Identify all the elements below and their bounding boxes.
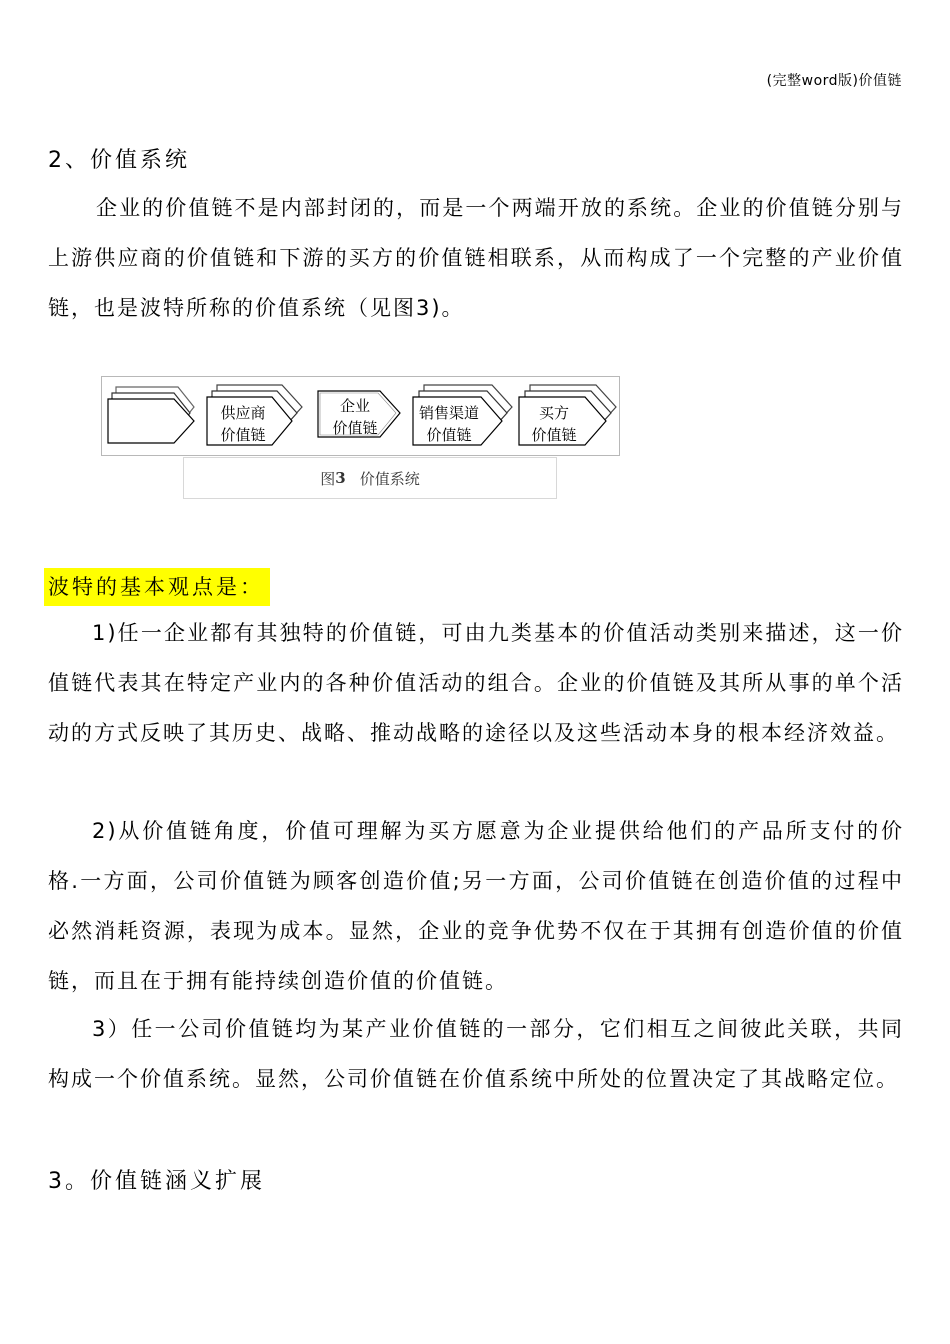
chevron-label-line1: 销售渠道 bbox=[418, 404, 480, 422]
figure-caption bbox=[183, 457, 557, 499]
chevron-label-line2: 价值链 bbox=[531, 426, 577, 444]
value-chain-diagram bbox=[102, 377, 621, 457]
chevron-label-line1: 供应商 bbox=[220, 404, 266, 422]
section2-heading: 2、价值系统 bbox=[48, 148, 190, 173]
porter-point-1: 1)任一企业都有其独特的价值链，可由九类基本的价值活动类别来描述，这一价值链代表其在特定产业内的各种价值活动的组合。企业的价值链及其所从事的单个活动的方式反映了其历史、战略、推动战略的途径以及这些活动本身的根本经济效益。 bbox=[48, 621, 904, 745]
value-system-figure bbox=[101, 376, 620, 456]
porter-highlight-heading: 波特的基本观点是： bbox=[44, 568, 270, 606]
caption-text: 价值系统 bbox=[359, 469, 420, 488]
chevron-label-line1: 买方 bbox=[538, 404, 570, 422]
chevron-label-line2: 价值链 bbox=[426, 426, 472, 444]
chevron-label-line1: 企业 bbox=[339, 397, 371, 415]
chevron-label-line2: 价值链 bbox=[332, 419, 378, 437]
caption-label: 图 bbox=[320, 469, 336, 488]
chevron-label-line2: 价值链 bbox=[220, 426, 266, 444]
caption-number: 3 bbox=[335, 469, 346, 487]
section2-paragraph: 企业的价值链不是内部封闭的，而是一个两端开放的系统。企业的价值链分别与上游供应商的价值链和下游的买方的价值链相联系，从而构成了一个完整的产业价值链，也是波特所称的价值系统（见图3)。 bbox=[48, 196, 904, 320]
header-note: (完整word版)价值链 bbox=[766, 73, 902, 89]
porter-point-3: 3）任一公司价值链均为某产业价值链的一部分，它们相互之间彼此关联，共同构成一个价值系统。显然，公司价值链在价值系统中所处的位置决定了其战略定位。 bbox=[48, 1017, 904, 1091]
porter-point-2: 2)从价值链角度，价值可理解为买方愿意为企业提供给他们的产品所支付的价格.一方面，公司价值链为顾客创造价值;另一方面，公司价值链在创造价值的过程中必然消耗资源，表现为成本。显然，企业的竞争优势不仅在于其拥有创造价值的价值链，而且在于拥有能持续创造价值的价值链。 bbox=[48, 819, 904, 993]
section3-heading: 3。价值链涵义扩展 bbox=[48, 1169, 265, 1194]
